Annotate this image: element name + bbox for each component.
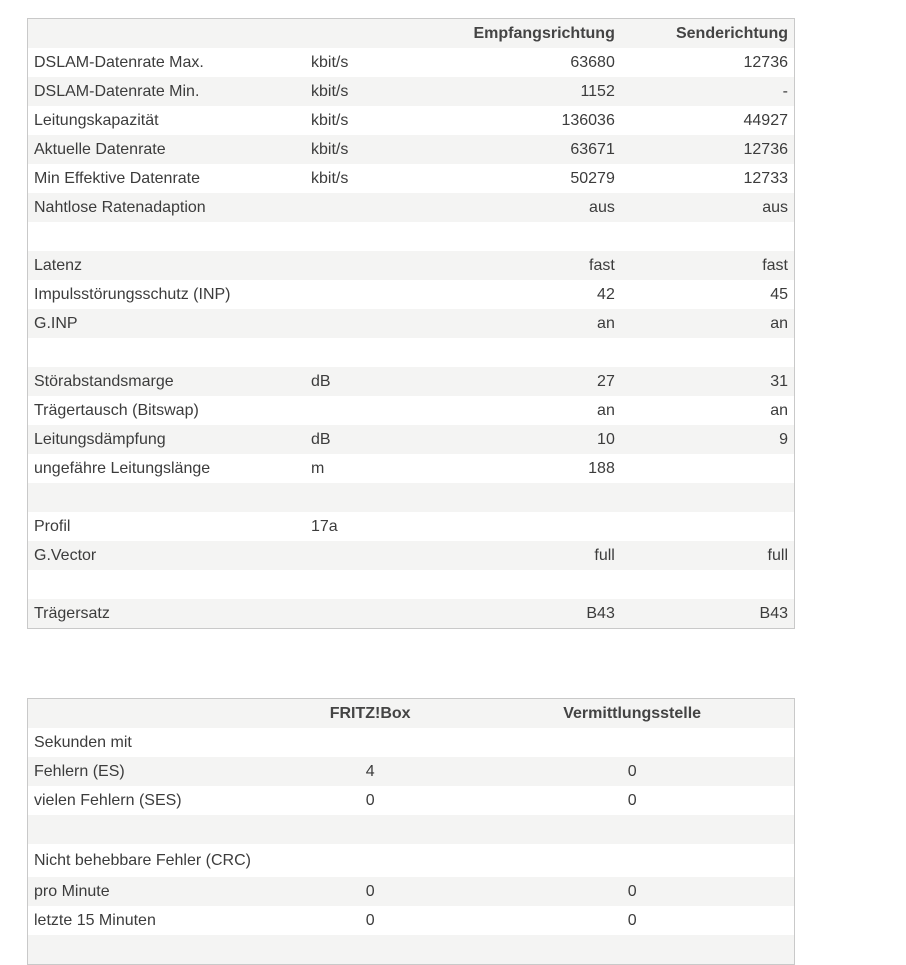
table-cell xyxy=(28,222,306,251)
table-row xyxy=(28,77,795,106)
table-cell: kbit/s xyxy=(311,53,349,71)
table-cell: 0 xyxy=(365,911,375,929)
table-cell xyxy=(270,844,470,877)
table-cell: 63671 xyxy=(570,140,615,158)
table-cell: Min Effektive Datenrate xyxy=(34,169,201,187)
table-cell: 63680 xyxy=(570,53,615,71)
table-row xyxy=(28,164,795,193)
table-cell xyxy=(270,815,470,844)
table-cell xyxy=(28,338,306,367)
table-cell xyxy=(305,541,407,570)
table-cell: Nahtlose Ratenadaption xyxy=(34,198,206,216)
table-row xyxy=(28,599,795,629)
table-cell xyxy=(28,935,271,965)
table-cell xyxy=(305,222,407,251)
table-cell: DSLAM-Datenrate Max. xyxy=(34,53,204,71)
table-row xyxy=(28,425,795,454)
table-cell: 12736 xyxy=(743,140,788,158)
table-cell xyxy=(621,570,795,599)
table-row xyxy=(28,135,795,164)
table-cell xyxy=(305,280,407,309)
table-row xyxy=(28,367,795,396)
table-cell xyxy=(407,483,621,512)
table-cell: G.Vector xyxy=(34,546,97,564)
table-cell: 12736 xyxy=(743,53,788,71)
table-cell: an xyxy=(770,314,788,332)
table-cell xyxy=(407,570,621,599)
table-cell: - xyxy=(782,82,788,100)
table-cell xyxy=(621,483,795,512)
table-cell: ungefähre Leitungslänge xyxy=(34,459,211,477)
table-cell: B43 xyxy=(759,604,788,622)
table-cell xyxy=(28,570,306,599)
table-cell: 10 xyxy=(597,430,615,448)
table-row xyxy=(28,815,795,844)
table-row xyxy=(28,728,795,757)
table-row xyxy=(28,222,795,251)
table-cell: full xyxy=(767,546,788,564)
table-cell: Aktuelle Datenrate xyxy=(34,140,166,158)
table-cell xyxy=(621,338,795,367)
table-cell: 0 xyxy=(627,882,637,900)
table-header-row xyxy=(28,19,795,49)
table-row xyxy=(28,935,795,965)
table-cell xyxy=(305,193,407,222)
table-cell: 12733 xyxy=(743,169,788,187)
table-row xyxy=(28,454,795,483)
table-cell xyxy=(407,338,621,367)
column-header: Empfangsrichtung xyxy=(473,24,615,42)
table-row xyxy=(28,48,795,77)
table-cell: full xyxy=(594,546,615,564)
table-cell: 0 xyxy=(365,791,375,809)
table-row xyxy=(28,512,795,541)
table-cell: fast xyxy=(589,256,615,274)
table-cell: 188 xyxy=(588,459,615,477)
table-cell: an xyxy=(597,314,615,332)
table-cell xyxy=(305,251,407,280)
table-header-row xyxy=(28,699,795,729)
table-cell: Impulsstörungsschutz (INP) xyxy=(34,285,231,303)
table-cell: letzte 15 Minuten xyxy=(34,911,156,929)
table-cell: vielen Fehlern (SES) xyxy=(34,791,182,809)
column-header xyxy=(305,19,407,49)
dsl-line-table xyxy=(27,18,795,629)
table-cell: dB xyxy=(311,372,331,390)
table-cell xyxy=(470,815,794,844)
table-cell: 50279 xyxy=(570,169,615,187)
table-cell: 0 xyxy=(627,791,637,809)
table-cell: kbit/s xyxy=(311,140,349,158)
table-cell: Trägertausch (Bitswap) xyxy=(34,401,199,419)
table-cell: pro Minute xyxy=(34,882,110,900)
table-cell xyxy=(470,728,794,757)
table-cell: 27 xyxy=(597,372,615,390)
error-statistics-table xyxy=(27,698,795,965)
table-cell: 17a xyxy=(311,517,338,535)
table-cell xyxy=(407,512,621,541)
table-cell: 45 xyxy=(770,285,788,303)
table-cell xyxy=(28,815,271,844)
table-cell: Nicht behebbare Fehler (CRC) xyxy=(34,852,251,869)
table-cell: 42 xyxy=(597,285,615,303)
table-cell xyxy=(470,844,794,877)
table-cell: aus xyxy=(589,198,615,216)
column-header: Senderichtung xyxy=(675,24,788,42)
table-cell xyxy=(470,935,794,965)
table-cell: kbit/s xyxy=(311,169,349,187)
table-cell: G.INP xyxy=(34,314,78,332)
table-cell xyxy=(270,728,470,757)
column-header: Vermittlungsstelle xyxy=(563,704,702,722)
table-row xyxy=(28,570,795,599)
table-cell: 1152 xyxy=(580,82,615,100)
table-cell: 136036 xyxy=(561,111,615,129)
table-cell: Latenz xyxy=(34,256,83,274)
table-row xyxy=(28,251,795,280)
table-cell: an xyxy=(597,401,615,419)
table-cell xyxy=(621,222,795,251)
table-cell: kbit/s xyxy=(311,82,349,100)
table-cell: 31 xyxy=(770,372,788,390)
table-cell: Leitungsdämpfung xyxy=(34,430,166,448)
table-cell: 4 xyxy=(365,762,375,780)
table-cell: Trägersatz xyxy=(34,604,110,622)
table-row xyxy=(28,338,795,367)
table-cell: 44927 xyxy=(743,111,788,129)
table-cell xyxy=(270,935,470,965)
table-row xyxy=(28,844,795,877)
table-cell xyxy=(305,483,407,512)
table-row xyxy=(28,757,795,786)
table-row xyxy=(28,906,795,935)
table-cell: dB xyxy=(311,430,331,448)
table-cell xyxy=(407,222,621,251)
table-row xyxy=(28,786,795,815)
table-cell: aus xyxy=(762,198,788,216)
table-row xyxy=(28,541,795,570)
table-cell: 0 xyxy=(627,762,637,780)
table-cell: Profil xyxy=(34,517,71,535)
table-cell: fast xyxy=(762,256,788,274)
table-cell xyxy=(28,483,306,512)
table-cell: Fehlern (ES) xyxy=(34,762,125,780)
table-cell: Leitungskapazität xyxy=(34,111,159,129)
table-cell xyxy=(305,338,407,367)
table-row xyxy=(28,483,795,512)
column-header xyxy=(28,19,306,49)
table-cell xyxy=(305,570,407,599)
table-cell: DSLAM-Datenrate Min. xyxy=(34,82,200,100)
column-header: FRITZ!Box xyxy=(329,704,411,722)
table-cell: kbit/s xyxy=(311,111,349,129)
table-row xyxy=(28,877,795,906)
table-cell: 0 xyxy=(365,882,375,900)
table-row xyxy=(28,106,795,135)
table-cell: Sekunden mit xyxy=(34,733,132,751)
table-cell xyxy=(621,512,795,541)
table-cell: m xyxy=(311,459,325,477)
table-cell xyxy=(621,454,795,483)
table-row xyxy=(28,280,795,309)
table-cell xyxy=(305,396,407,425)
table-cell: 0 xyxy=(627,911,637,929)
table-cell: an xyxy=(770,401,788,419)
table-row xyxy=(28,193,795,222)
table-cell xyxy=(305,599,407,629)
table-cell: B43 xyxy=(586,604,615,622)
table-row xyxy=(28,309,795,338)
column-header xyxy=(28,699,271,729)
table-cell xyxy=(305,309,407,338)
table-row xyxy=(28,396,795,425)
table-cell: 9 xyxy=(779,430,788,448)
table-cell: Störabstandsmarge xyxy=(34,372,174,390)
